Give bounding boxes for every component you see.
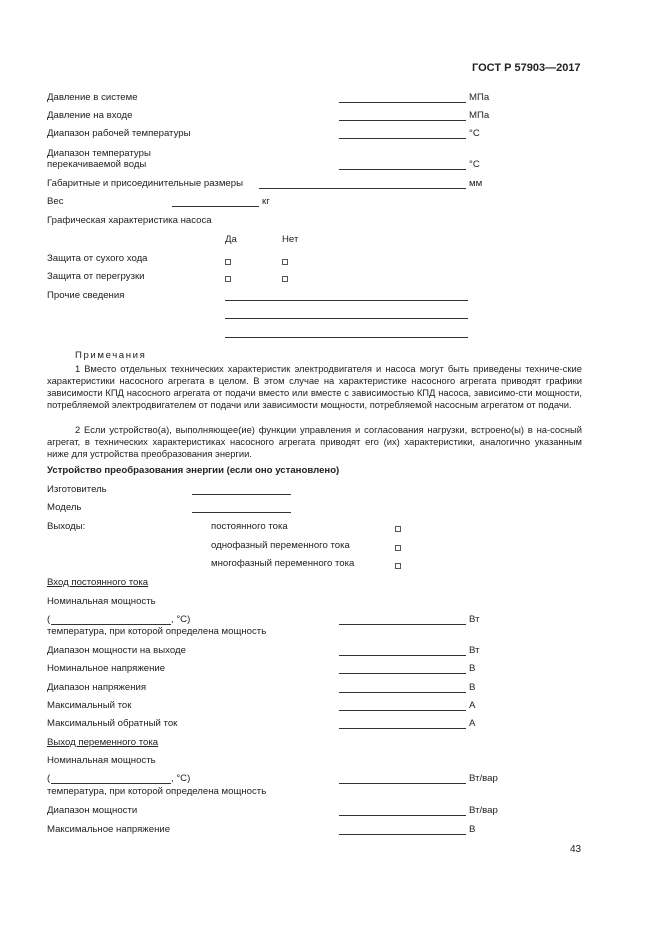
working-temp-field[interactable] (339, 138, 466, 139)
inlet-pressure-label: Давление на входе (47, 110, 133, 121)
yes-column-label: Да (225, 234, 237, 245)
dry-run-yes-checkbox[interactable] (225, 259, 231, 265)
ac-temp-note: температура, при которой определена мощность (47, 786, 267, 797)
ac-max-voltage-unit: В (469, 824, 476, 835)
dc-max-reverse-current-field[interactable] (339, 728, 466, 729)
ac-max-voltage-field[interactable] (339, 834, 466, 835)
weight-field[interactable] (172, 206, 259, 207)
ac-output-heading: Выход переменного тока (47, 737, 159, 748)
dc-temp-open-paren: ( (47, 614, 51, 625)
dc-max-reverse-current-unit: А (469, 718, 476, 729)
working-temp-unit: °С (469, 128, 480, 139)
ac-power-range-label: Диапазон мощности (47, 805, 138, 816)
notes-title: Примечания (75, 350, 147, 361)
dc-temp-note: температура, при которой определена мощность (47, 626, 267, 637)
dc-rated-voltage-unit: В (469, 663, 476, 674)
dc-max-current-unit: А (469, 700, 476, 711)
pumped-water-temp-label-1: Диапазон температуры (47, 148, 151, 159)
dry-run-no-checkbox[interactable] (282, 259, 288, 265)
ac-temp-close-paren: , °С) (171, 773, 191, 784)
ac-temp-open-paren: ( (47, 773, 51, 784)
ac-rated-power-label: Номинальная мощность (47, 755, 156, 766)
ac-max-voltage-label: Максимальное напряжение (47, 824, 171, 835)
output-single-phase-label: однофазный переменного тока (211, 540, 350, 551)
output-multi-phase-checkbox[interactable] (395, 563, 401, 569)
working-temp-label: Диапазон рабочей температуры (47, 128, 191, 139)
system-pressure-label: Давление в системе (47, 92, 138, 103)
no-column-label: Нет (282, 234, 299, 245)
other-info-line-1[interactable] (225, 300, 468, 301)
graph-characteristic-label: Графическая характеристика насоса (47, 215, 212, 226)
dc-voltage-range-field[interactable] (339, 692, 466, 693)
dc-rated-power-unit: Вт (469, 614, 480, 625)
outputs-label: Выходы: (47, 521, 86, 532)
pumped-water-temp-unit: °С (469, 159, 480, 170)
ac-power-range-field[interactable] (339, 815, 466, 816)
output-single-phase-checkbox[interactable] (395, 545, 401, 551)
overload-yes-checkbox[interactable] (225, 276, 231, 282)
dimensions-unit: мм (469, 178, 483, 189)
output-dc-checkbox[interactable] (395, 526, 401, 532)
dry-run-protection-label: Защита от сухого хода (47, 253, 148, 264)
dc-input-heading: Вход постоянного тока (47, 577, 149, 588)
dc-rated-power-label: Номинальная мощность (47, 596, 156, 607)
dc-voltage-range-unit: В (469, 682, 476, 693)
dc-rated-voltage-label: Номинальное напряжение (47, 663, 166, 674)
dc-output-power-range-label: Диапазон мощности на выходе (47, 645, 186, 656)
other-info-line-2[interactable] (225, 318, 468, 319)
dc-temp-field[interactable] (51, 624, 171, 625)
other-info-line-3[interactable] (225, 337, 468, 338)
dc-rated-voltage-field[interactable] (339, 673, 466, 674)
ac-rated-power-unit: Вт/вар (469, 773, 498, 784)
pumped-water-temp-label-2: перекачиваемой воды (47, 159, 147, 170)
document-number: ГОСТ Р 57903—2017 (472, 62, 581, 74)
weight-unit: кг (262, 196, 270, 207)
inlet-pressure-unit: МПа (469, 110, 490, 121)
converter-heading: Устройство преобразования энергии (если оно установлено) (47, 465, 340, 476)
system-pressure-unit: МПа (469, 92, 490, 103)
manufacturer-field[interactable] (192, 494, 291, 495)
dc-rated-power-field[interactable] (339, 624, 466, 625)
dimensions-label: Габаритные и присоединительные размеры (47, 178, 243, 189)
dc-temp-close-paren: , °С) (171, 614, 191, 625)
ac-power-range-unit: Вт/вар (469, 805, 498, 816)
weight-label: Вес (47, 196, 64, 207)
dc-max-current-field[interactable] (339, 710, 466, 711)
model-field[interactable] (192, 512, 291, 513)
pumped-water-temp-field[interactable] (339, 169, 466, 170)
dc-max-current-label: Максимальный ток (47, 700, 132, 711)
system-pressure-field[interactable] (339, 102, 466, 103)
output-multi-phase-label: многофазный переменного тока (211, 558, 355, 569)
dc-voltage-range-label: Диапазон напряжения (47, 682, 147, 693)
output-dc-label: постоянного тока (211, 521, 288, 532)
inlet-pressure-field[interactable] (339, 120, 466, 121)
manufacturer-label: Изготовитель (47, 484, 107, 495)
ac-rated-power-field[interactable] (339, 783, 466, 784)
ac-temp-field[interactable] (51, 783, 171, 784)
dc-output-power-range-field[interactable] (339, 655, 466, 656)
overload-no-checkbox[interactable] (282, 276, 288, 282)
overload-protection-label: Защита от перегрузки (47, 271, 145, 282)
model-label: Модель (47, 502, 82, 513)
page-number: 43 (570, 844, 582, 855)
note-2: 2 Если устройство(а), выполняющее(ие) функции управления и согласования нагрузки, встроено(ы) в на-сосный агрегат, в технических характеристиках насосного агрегата приводят его (их) характеристики, аналогично указанным ниже для устройства преобразования энергии. (47, 424, 582, 460)
dc-output-power-range-unit: Вт (469, 645, 480, 656)
dc-max-reverse-current-label: Максимальный обратный ток (47, 718, 178, 729)
dimensions-field[interactable] (259, 188, 466, 189)
other-info-label: Прочие сведения (47, 290, 125, 301)
note-1: 1 Вместо отдельных технических характеристик электродвигателя и насоса могут быть приведены техниче-ские характеристики насосного агрегата в целом. В этом случае на характеристике насосного агрегата приводят графики зависимости КПД насосного агрегата от подачи вместо или вместе с зависимостью КПД насоса, зависимо-сти мощности, потребляемой электродвигателем от подачи или зависимости мощности, потребляемой насосным агрегатом от подачи. (47, 363, 582, 411)
